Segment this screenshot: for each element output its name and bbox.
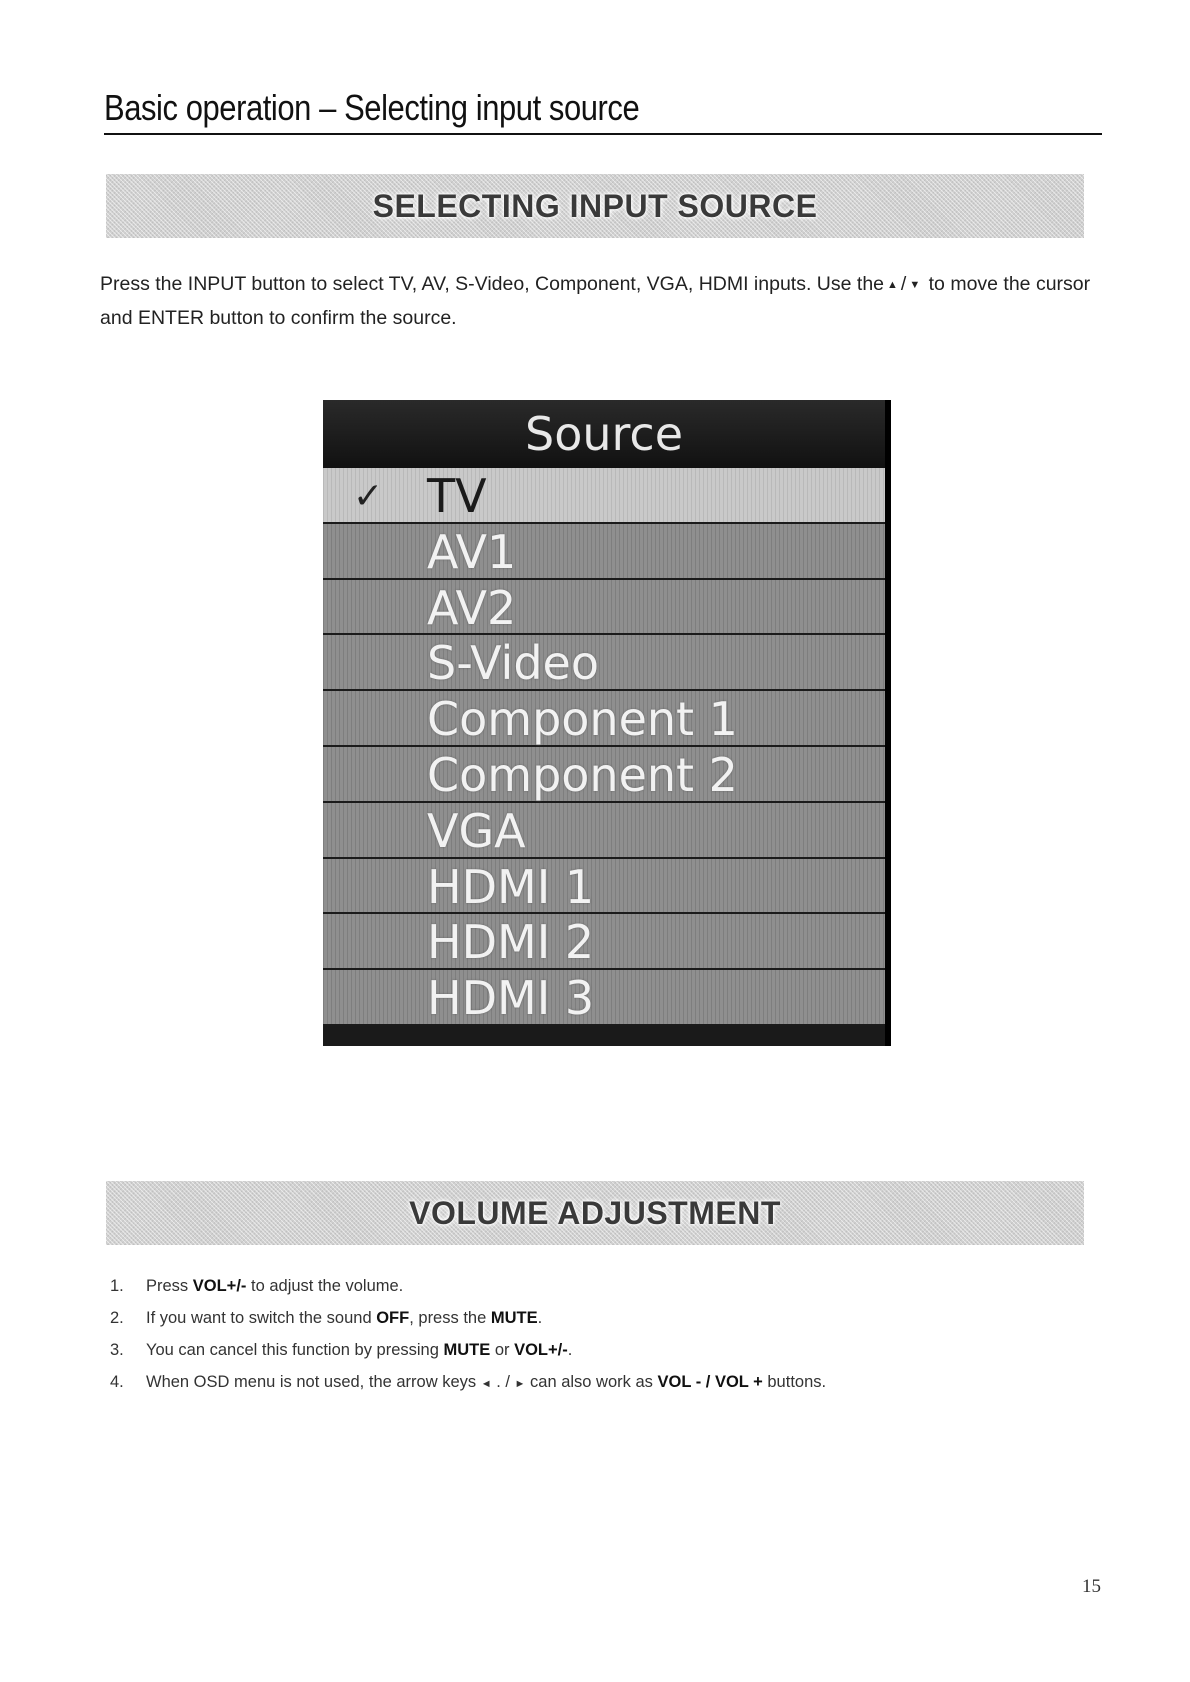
source-osd-menu [323,400,891,1046]
source-item-hdmi-2[interactable] [323,914,885,970]
source-item-component-1[interactable] [323,691,885,747]
list-item: 1. Press VOL+/- to adjust the volume. [110,1277,404,1295]
banner-heading: VOLUME ADJUSTMENT [409,1194,781,1231]
source-item-hdmi-1[interactable] [323,859,885,915]
page-number: 15 [1082,1576,1101,1597]
list-item: 3. You can cancel this function by pressing MUTE or VOL+/-. [110,1341,573,1359]
volume-adjustment-banner [106,1181,1084,1245]
banner-heading: SELECTING INPUT SOURCE [372,187,818,224]
source-item-vga[interactable] [323,803,885,859]
source-item-label: HDMI 2 [427,915,595,970]
source-item-label: HDMI 1 [427,859,595,914]
up-arrow-icon: ▲ [887,279,898,291]
source-item-label: VGA [427,803,526,858]
left-arrow-icon: ◄ [480,1378,492,1390]
source-item-label: Component 2 [427,747,738,802]
right-arrow-icon: ► [514,1378,526,1390]
volume-steps-list [110,1270,1110,1398]
source-item-label: Component 1 [427,692,738,747]
source-item-av1[interactable] [323,524,885,580]
intro-text-1: Press the INPUT button to select TV, AV, S-Video, Component, VGA, HDMI inputs. Use the [100,273,885,295]
title-divider [104,133,1102,135]
source-item-label: TV [427,469,487,523]
source-item-label: AV1 [427,524,517,579]
checkmark-icon: ✓ [353,476,384,517]
source-item-tv[interactable] [323,468,885,524]
down-arrow-icon: ▼ [909,279,921,291]
list-item: 2. If you want to switch the sound OFF, press the MUTE. [110,1309,543,1327]
selecting-input-source-banner [106,174,1084,238]
page-title: Basic operation – Selecting input source [104,87,640,128]
intro-paragraph [100,268,1100,335]
source-item-label: AV2 [427,580,517,635]
source-item-label: HDMI 3 [427,971,595,1026]
intro-text-2: to move the cursor and ENTER button to confirm the source. [100,273,1091,329]
source-item-hdmi-3[interactable] [323,970,885,1026]
source-item-label: S-Video [427,636,599,691]
source-item-av2[interactable] [323,580,885,636]
arrow-separator: / [900,273,907,295]
source-item-s-video[interactable] [323,635,885,691]
source-item-component-2[interactable] [323,747,885,803]
osd-menu-title: Source [323,400,885,468]
list-item: 4. When OSD menu is not used, the arrow keys ◄ . / ► can also work as VOL - / VOL + buttons. [110,1373,827,1391]
